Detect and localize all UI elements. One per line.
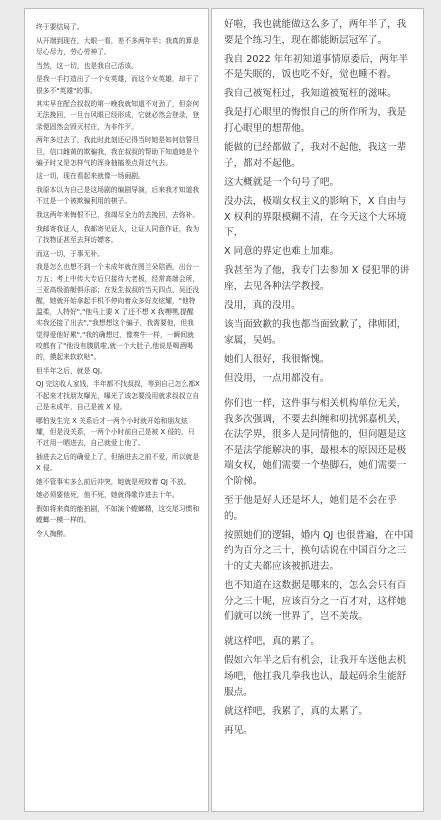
paragraph: 这一切，现在看起来就像一场闹剧。 — [36, 172, 145, 181]
paragraph: 其实早在配合叔叔的第一晚我就知道不对劲了，但奈何无法挽回，一旦台风眼已经形成，它就必然会登录，登录便固然会毁灭村庄，为非作歹。 — [36, 100, 200, 131]
paragraph: 但半年之后，就是 QJ。 — [36, 366, 107, 375]
paragraph: 没办法，极端女权主义的影响下，X 自由与 X 权利的界限模糊不清，在今天这个大环境下， — [224, 195, 407, 239]
paragraph: 而这一切，于事无补。 — [36, 249, 104, 258]
paragraph: 插进去之后的确爱上了，但插进去之前不爱，所以就是 X 侵。 — [36, 452, 200, 472]
paragraph: 没用，真的没用。 — [224, 300, 301, 311]
paragraph: 从开端到现在，大眼一看，差不多两年半；我真的算是尽心尽力，劳心劳神了。 — [36, 36, 200, 56]
paragraph: 这大概就是一个句号了吧。 — [224, 176, 340, 188]
paragraph: 我是打心眼里的悔恨自己的所作所为，我是打心眼里的想帮他。 — [224, 107, 407, 135]
paragraph: 好啦，我也就能做这么多了，两年半了，我要是个练习生，现在都能断层冠军了。 — [224, 19, 407, 46]
paragraph: 再见。 — [224, 724, 253, 736]
paragraph: 我原本以为自己是这场剧的编剧导演，后来我才知道我不过是一个被欺骗利用的棋子。 — [36, 186, 200, 206]
paragraph: 按照她们的逻辑，婚内 QJ 也很普遍，在中国约为百分之三十，换句话说在中国百分之三十的丈夫都应该被抓进去。 — [224, 529, 414, 572]
paragraph: 我是怎么也想不到一个未成年就在图兰朵陪酒，出台一万五；考上中传大专后只接待大老板，经常高端会所，三亚高级游艇俱乐部；在发生叔叔的当天四点，吴还没醒，她就开始拿起手机不停向着众多好友炫耀，"他特温柔，人特好","他马上要 X 了还不想 X 我嘿嘿,提醒实我还接了出去","我想想这个骗子，我需要他，但我觉得爱他好累","我的确想过，像奏牛一样，一瞬间就咬都有了"他没有腹肌啦,就一个大肚子,他说是喝酒喝的，摸起来软软哒"。 — [36, 263, 200, 361]
paragraph: 她必须要他死，他不死，她就得歌诈进去十年。 — [36, 491, 179, 500]
paragraph: X 同意的界定也难上加难。 — [224, 246, 340, 258]
paragraph: 假如六年半之后有机会，让我开车送他去机场吧，他扛我几拳我也认，最起码余生能舒服点。 — [224, 655, 407, 698]
paragraph: 我邮寄我证人，我邮寄见证人，让证人同意作证，我为了找物证甚至去拜访嫖客。 — [36, 224, 200, 244]
paragraph: 我自 2022 年年初知道事情原委后，两年半不是失眠的，饭也吃不好，觉也睡不着。 — [224, 53, 409, 81]
left-text-column — [24, 8, 209, 812]
paragraph: 我自己被冤枉过，我知道被冤枉的滋味。 — [224, 88, 397, 100]
right-text-column — [211, 8, 424, 812]
paragraph: 我这两年来悔恨不已，我竭尽全力的去挽回，去弥补。 — [36, 211, 200, 220]
paragraph: 至于他是好人还是坏人，她们是不会在乎的。 — [224, 495, 397, 522]
paragraph: 也不知道在这数据是哪来的，怎么会只有百分之三十呢，应该百分之一百才对，这样她们就可以统一世界了，岂不美哉。 — [224, 580, 407, 623]
paragraph: 你们也一样，这件事与相关机构单位无关，我多次强调，不要去纠缠和叨扰郭嘉机关，在法学界，很多人是同情他的，但问题是这不是法学能解决的事，最根本的原因还是极端女权，她们需要一个垫脚石，她们需要一个阶梯。 — [224, 397, 407, 487]
paragraph: 是我一手打造出了一个女英雄，而这个女英雄，却干了很多不"英雄"的事。 — [36, 75, 200, 95]
paragraph: 就这样吧，我累了，真的太累了。 — [224, 705, 368, 717]
paragraph: 她们人很好，我很惭愧。 — [224, 353, 330, 365]
paragraph: 该当面致歉的我也都当面致歉了，律师团，家属，吴妈。 — [224, 319, 407, 346]
paragraph: 就这样吧，真的累了。 — [224, 636, 320, 648]
paragraph: QJ 完这收人家钱，半年都不找叔叔，等到自己怎么都X不起来才找朋友曝光，曝光了该怎要没用就求叔叔立自己是未成年，自己是被 X 侵。 — [36, 380, 200, 411]
paragraph: 终于要结局了。 — [36, 23, 84, 31]
paragraph: 哪怕发生完 X 关系后才一两个小时就开始和朋友炫耀，但是没关系，一两个小时前自己是被 X 侵的，只不过用一晒进去，自己就爱上他了。 — [36, 416, 195, 447]
paragraph: 她不管事实多么前后冲突，她就是死咬着 QJ 不放。 — [36, 477, 191, 486]
paragraph: 两年多过去了，我此时此刻还记得当时她是如何信誓旦旦，信口雌黄的欺骗我，我在叔叔的帮助下知道她是个骗子时又是怎样气的浑身抽搐差点背过气去。 — [36, 136, 200, 167]
paragraph: 但没用，一点用都没有。 — [224, 372, 330, 384]
paragraph: 当然，这一切，也是我自己活该。 — [36, 61, 138, 70]
paragraph: 假如将来真的能拍剧，不如演个螳螂精，这交尾习惯和螳螂一模一样的。 — [36, 504, 200, 525]
paragraph: 我甚至为了他，我专门去参加 X 侵犯罪的讲座，去见各种法学教授。 — [224, 265, 410, 292]
paragraph: 能做的已经都做了，我对不起他，我这一辈子，都对不起他。 — [224, 142, 407, 169]
paragraph: 令人掏醉。 — [36, 529, 70, 538]
